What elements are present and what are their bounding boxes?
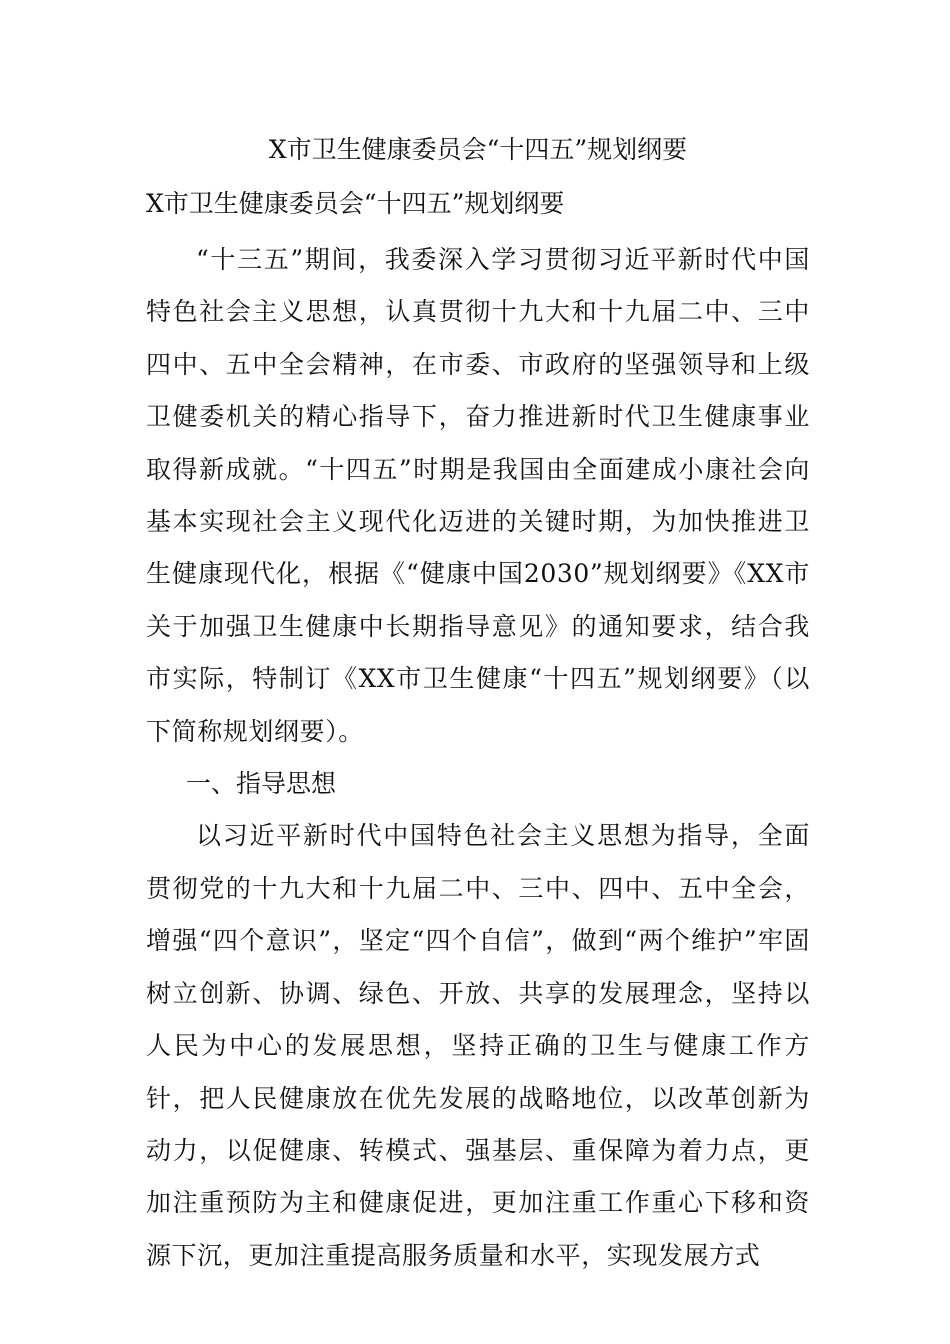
intro-paragraph: “十三五”期间，我委深入学习贯彻习近平新时代中国特色社会主义思想，认真贯彻十九大和十九届二中、三中四中、五中全会精神，在市委、市政府的坚强领导和上级卫健委机关的精心指导下，奋力推进新时代卫生健康事业取得新成就。“十四五”时期是我国由全面建成小康社会向基本实现社会主义现代化迈进的关键时期，为加快推进卫生健康现代化，根据《“健康中国2030”规划纲要》《XX市关于加强卫生健康中长期指导意见》的通知要求，结合我市实际，特制订《XX市卫生健康“十四五”规划纲要》（以下简称规划纲要）。 — [146, 245, 810, 746]
section-heading-guiding-ideology: 一、指导思想 — [186, 769, 337, 799]
document-body — [146, 128, 810, 1282]
document-subtitle: X市卫生健康委员会“十四五”规划纲要 — [146, 189, 565, 218]
document-title: X市卫生健康委员会“十四五”规划纲要 — [268, 135, 688, 164]
guiding-ideology-paragraph: 以习近平新时代中国特色社会主义思想为指导，全面贯彻党的十九大和十九届二中、三中、四中、五中全会，增强“四个意识”，坚定“四个自信”，做到“两个维护”牢固树立创新、协调、绿色、开放、共享的发展理念，坚持以人民为中心的发展思想，坚持正确的卫生与健康工作方针，把人民健康放在优先发展的战略地位，以改革创新为动力，以促健康、转模式、强基层、重保障为着力点，更加注重预防为主和健康促进，更加注重工作重心下移和资源下沉，更加注重提高服务质量和水平，实现发展方式 — [146, 821, 810, 1270]
